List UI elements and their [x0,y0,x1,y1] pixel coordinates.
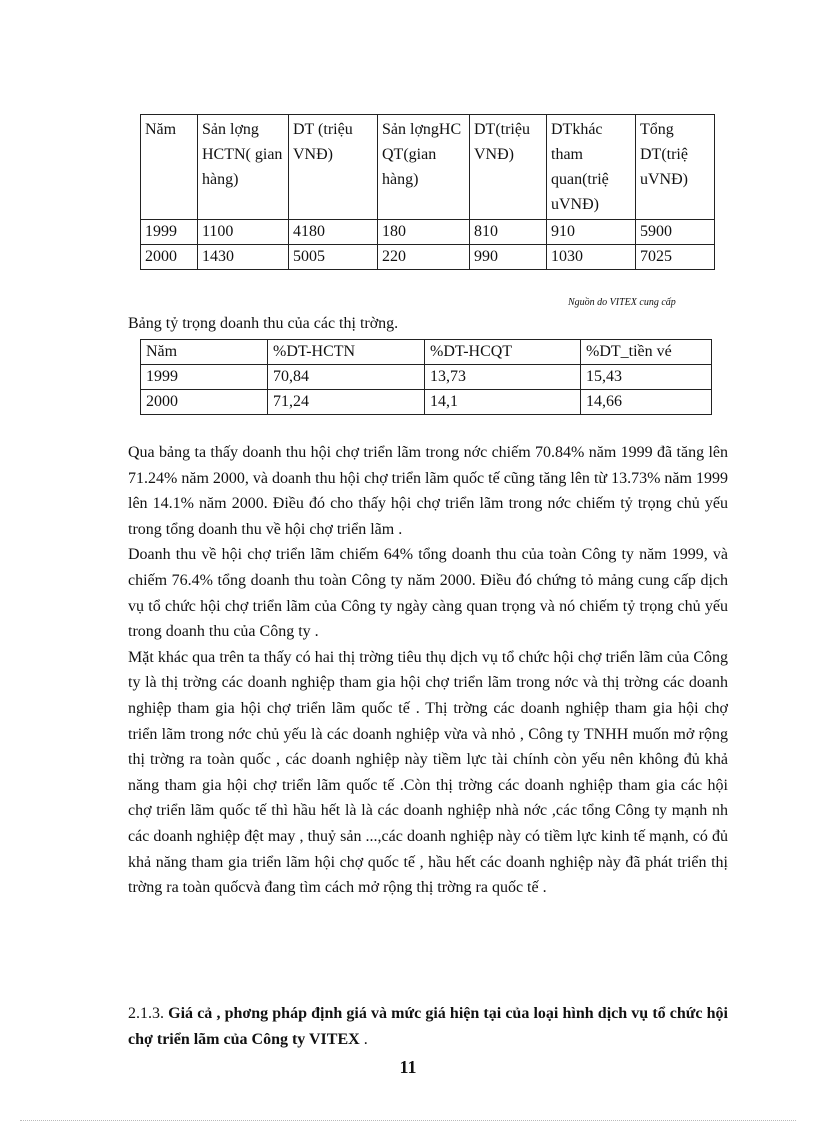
table-cell: 71,24 [268,390,425,415]
table-cell: 1999 [141,365,268,390]
market-share-table [140,339,712,415]
table-cell: 4180 [289,220,378,245]
paragraph: Mặt khác qua trên ta thấy có hai thị trờng tiêu thụ dịch vụ tổ chức hội chợ triển lãm của Công ty là thị trờng các doanh nghiệp tham gia hội chợ triển lãm trong nớc và thị trờng các doanh nghiệp tham gia hội chợ triển lãm quốc tế . Thị trờng các doanh nghiệp tham gia hội chợ triển lãm trong nớc chủ yếu là các doanh nghiệp vừa và nhỏ , Công ty TNHH muốn mở rộng thị trờng ra toàn quốc , các doanh nghiệp này tiềm lực tài chính còn yếu nên không đủ khả năng tham gia hội chợ triển lãm quốc tế .Còn thị trờng các doanh nghiệp tham gia các hội chợ triển lãm quốc tế thì hầu hết là là các doanh nghiệp nhà nớc ,các tổng Công ty mạnh nh các doanh nghiệp đệt may , thuỷ sản ...,các doanh nghiệp này có tiềm lực kinh tế mạnh, có đủ khả năng tham gia triển lãm hội chợ quốc tế , hầu hết các doanh nghiệp này đã phát triển thị trờng ra toàn quốcvà đang tìm cách mở rộng thị trờng ra quốc tế . [128,648,728,897]
page-bottom-divider [20,1120,796,1121]
page-number: 11 [399,1057,417,1077]
body-text [128,440,728,901]
table-cell: 5900 [636,220,715,245]
table-cell: 810 [470,220,547,245]
table-row [141,220,715,245]
table-row [141,365,712,390]
table-caption: Bảng tỷ trọng doanh thu của các thị trờng. [128,315,399,332]
table-cell: 14,66 [581,390,712,415]
table-cell: 1030 [547,245,636,270]
table-cell: 910 [547,220,636,245]
table-cell: 2000 [141,245,198,270]
table-row [141,390,712,415]
header-cell: %DT_tiền vé [581,340,712,365]
section-number: 2.1.3. [128,1005,164,1022]
table-cell: 1999 [141,220,198,245]
table-cell: 220 [378,245,470,270]
table-cell: 1100 [198,220,289,245]
header-cell: DTkhác tham quan(triệ uVNĐ) [547,115,636,220]
header-cell: %DT-HCTN [268,340,425,365]
table-source-note: Nguồn do VITEX cung cấp [568,297,676,308]
table-cell: 13,73 [425,365,581,390]
table-cell: 2000 [141,390,268,415]
header-cell: DT (triệu VNĐ) [289,115,378,220]
table-cell: 14,1 [425,390,581,415]
table-cell: 70,84 [268,365,425,390]
table-cell: 15,43 [581,365,712,390]
table-cell: 5005 [289,245,378,270]
header-cell: Sản lợngHC QT(gian hàng) [378,115,470,220]
paragraph: Qua bảng ta thấy doanh thu hội chợ triển lãm trong nớc chiếm 70.84% năm 1999 đã tăng lên 71.24% năm 2000, và doanh thu hội chợ triển lãm quốc tế cũng tăng lên từ 13.73% năm 1999 lên 14.1% năm 2000. Điều đó cho thấy hội chợ triển lãm trong nớc chiếm tỷ trọng chủ yếu trong tổng doanh thu về hội chợ triển lãm . [128,444,728,538]
table-cell: 1430 [198,245,289,270]
header-cell: %DT-HCQT [425,340,581,365]
section-heading [128,1001,728,1053]
table-cell: 990 [470,245,547,270]
table-header-row [141,115,715,220]
header-cell: Năm [141,115,198,220]
paragraph: Doanh thu về hội chợ triển lãm chiếm 64% tổng doanh thu của toàn Công ty năm 1999, và chiếm 76.4% tổng doanh thu toàn Công ty năm 2000. Điều đó chứng tỏ mảng cung cấp dịch vụ tổ chức hội chợ triển lãm của Công ty ngày càng quan trọng và nó chiếm tỷ trọng chủ yếu trong doanh thu của Công ty . [128,546,728,641]
table-header-row [141,340,712,365]
table-cell: 7025 [636,245,715,270]
table-row [141,245,715,270]
section-title: Giá cả , phơng pháp định giá và mức giá hiện tại của loại hình dịch vụ tổ chức hội chợ triển lãm của Công ty VITEX [128,1005,729,1048]
header-cell: Sản lợng HCTN( gian hàng) [198,115,289,220]
header-cell: Năm [141,340,268,365]
header-cell: DT(triệu VNĐ) [470,115,547,220]
section-suffix: . [359,1031,368,1048]
revenue-table [140,114,715,270]
table-cell: 180 [378,220,470,245]
header-cell: Tổng DT(triệ uVNĐ) [636,115,715,220]
